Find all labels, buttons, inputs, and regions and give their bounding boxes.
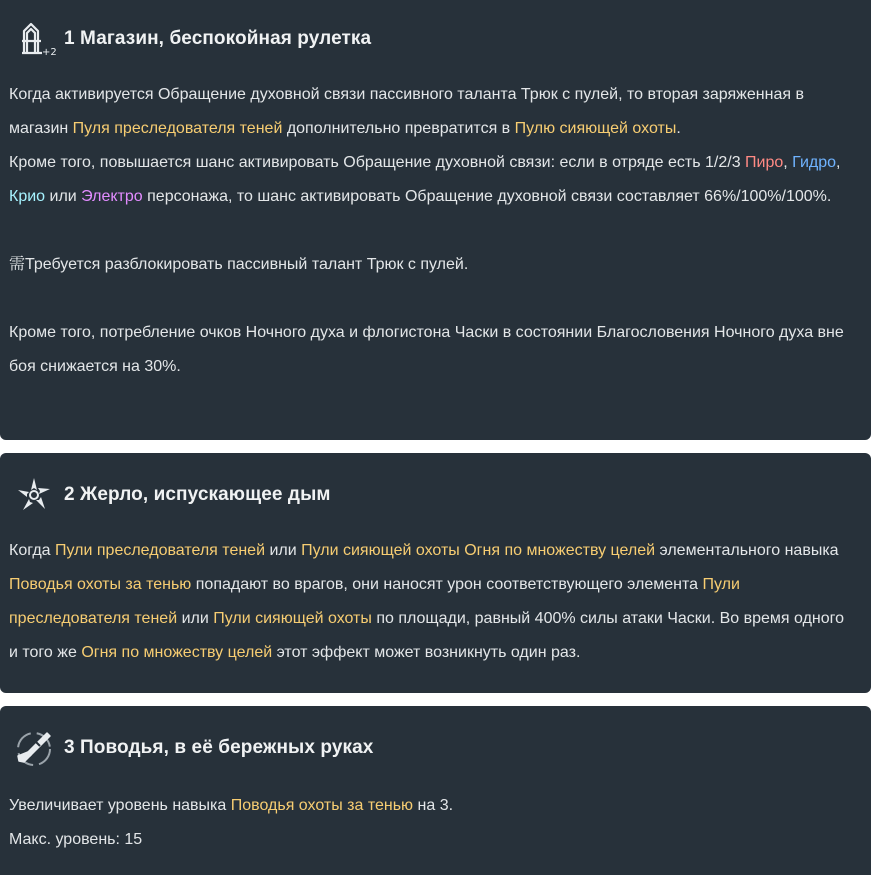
text: или [265,542,302,559]
element-electro: Электро [81,188,143,205]
text: на 3. [413,797,454,814]
text: по площади, равный 400% силы атаки Часки. Во время одного и того же [9,610,845,661]
description-paragraph [9,146,855,214]
highlight-term: Пули преследователя теней [55,542,266,559]
description-paragraph [9,78,855,146]
text: Увеличивает уровень навыка [9,797,231,814]
svg-text:+2: +2 [42,47,57,58]
card-title: 3 Поводья, в её бережных руках [64,737,374,758]
text: персонажа, то шанс активировать Обращение духовной связи составляет 66%/100%/100%. [142,188,832,205]
burst-icon [14,475,54,515]
description-paragraph [9,789,855,823]
text: попадают во врагов, они наносят урон соответствующего элемента [191,576,703,593]
card-header [14,475,331,515]
description-paragraph: Кроме того, потребление очков Ночного духа и флогистона Часки в состоянии Благословения Ночного духа вне боя снижается на 30%. [9,324,844,375]
text: Кроме того, повышается шанс активировать Обращение духовной связи: если в отряде есть 1/2/3 [9,154,746,171]
text: Когда активируется Обращение духовной связи пассивного таланта Трюк с пулей, то вторая заряженная в магазин [9,86,804,137]
text: Когда [9,542,56,559]
card-header [14,728,373,768]
text: или [45,188,82,205]
description-paragraph [9,534,855,670]
card-description [9,789,855,857]
highlight-term: Огня по множеству целей [464,542,656,559]
constellation-card-3 [0,706,871,875]
text: или [177,610,214,627]
highlight-term: Поводья охоты за тенью [9,576,192,593]
highlight-term: Поводья охоты за тенью [230,797,414,814]
element-cryo: Крио [9,188,46,205]
highlight-term: Пулю сияющей охоты [514,120,677,137]
highlight-term: Пуля преследователя теней [72,120,283,137]
card-description [9,78,855,384]
card-title: 2 Жерло, испускающее дым [64,484,331,505]
text: . [676,120,681,137]
card-header [14,19,371,59]
text: этот эффект может возникнуть один раз. [272,644,581,661]
highlight-term: Огня по множеству целей [81,644,273,661]
element-hydro: Гидро [792,154,837,171]
highlight-term: Пули сияющей охоты [301,542,460,559]
constellation-card-2 [0,453,871,693]
requirement-note: 需Требуется разблокировать пассивный талант Трюк с пулей. [9,256,469,273]
text: элементального навыка [655,542,839,559]
card-title: 1 Магазин, беспокойная рулетка [64,28,372,49]
highlight-term: Пули преследователя теней [9,576,740,627]
text: дополнительно превратится в [282,120,515,137]
text: , [836,154,841,171]
rifle-icon [14,728,54,768]
max-level-text: Макс. уровень: 15 [9,831,143,848]
card-description [9,534,855,670]
magazine-icon [14,19,57,59]
highlight-term: Пули сияющей охоты [213,610,372,627]
element-pyro: Пиро [745,154,784,171]
text: , [783,154,793,171]
